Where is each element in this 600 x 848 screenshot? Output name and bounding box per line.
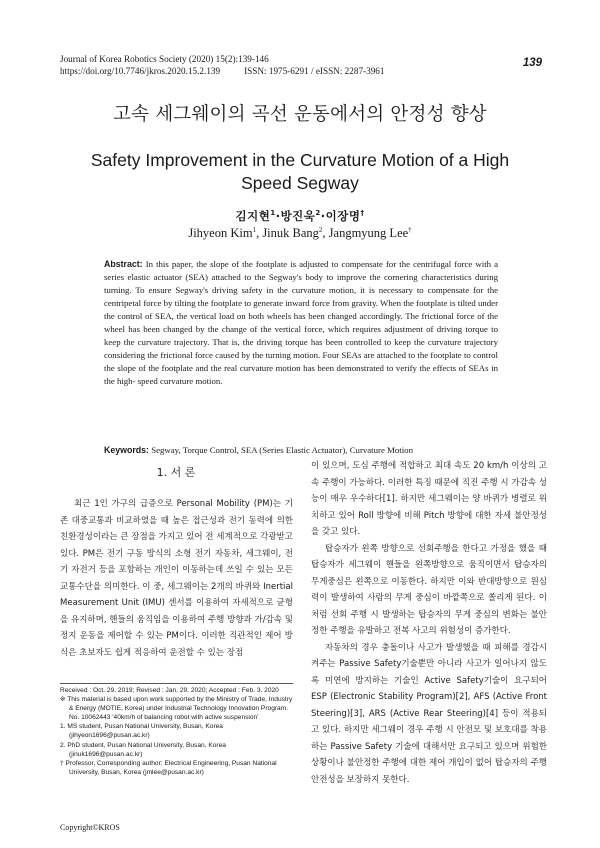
left-column	[60, 496, 293, 661]
author-separator: ·	[320, 209, 326, 223]
footnotes	[60, 686, 293, 777]
abstract-text: In this paper, the slope of the footplate is adjusted to compensate for the centrifugal force with a series elastic actuator (SEA) attached to the Segway's body to improve the cornering characteristics during turning. To ensure Segway's driving safety in the curvature motion, it is necessary to compensate for the centripetal force by tilting the footplate to generate inward force from gravity. When the footplate is tilted under the control of SEA, the vertical load on both wheels has been changed accordingly. The frictional force of the wheel has been changed by the change of the vertical force, which requires adjustment of driving torque to keep the curvature trajectory. That is, the driving torque has been controlled to keep the curvature trajectory considering the frictional force caused by the turning motion. Four SEAs are attached to the footplate to control the slope of the footplate and the real curvature motion has been demonstrated to verify the effects of SEAs in the high- speed curvature motion.	[104, 259, 499, 387]
abstract-label: Abstract:	[104, 259, 143, 269]
author-name: 김지현	[235, 209, 271, 223]
footnote-corresponding: † Professor, Corresponding author: Electrical Engineering, Pusan National University, Busan, Korea (jmlee@pusan.ac.kr)	[60, 759, 277, 776]
doi-line	[60, 65, 384, 77]
author-name: 이장명	[325, 209, 361, 223]
right-column	[311, 458, 547, 788]
funding-note: ※ This material is based upon work supported by the Ministry of Trade, Industry & Energy (MOTIE, Korea) under Industrial Technology Innovation Program. No. 10062443 '40km/h of balancing robot with active suspension'	[60, 696, 293, 722]
author-separator: ,	[256, 226, 263, 240]
received-dates: Received : Oct. 29. 2019; Revised : Jan. 29. 2020; Accepted : Feb. 3. 2020	[60, 687, 279, 694]
doi-link[interactable]: https://doi.org/10.7746/jkros.2020.15.2.139	[60, 66, 221, 76]
author-name: 방진욱	[280, 209, 316, 223]
affiliation-mark: 2	[315, 209, 321, 218]
abstract	[104, 258, 498, 388]
english-title: Safety Improvement in the Curvature Motion of a High Speed Segway	[90, 150, 510, 193]
journal-citation: Journal of Korea Robotics Society (2020) 15(2):139-146	[60, 54, 269, 64]
affiliation-mark: †	[408, 225, 412, 234]
author-separator: ·	[275, 209, 281, 223]
author-name: Jinuk Bang	[262, 226, 319, 240]
keywords-text: Segway, Torque Control, SEA (Series Elastic Actuator), Curvature Motion	[151, 445, 413, 455]
affiliation-mark: †	[360, 209, 365, 218]
korean-authors	[0, 208, 600, 224]
footnote-2: 2. PhD student, Pusan National University, Busan, Korea (jinuk1696@pusan.ac.kr)	[60, 741, 226, 758]
keywords	[104, 444, 504, 456]
section-heading: 1. 서 론	[156, 466, 196, 479]
english-authors	[0, 226, 600, 241]
body-paragraph: 탑승자가 왼쪽 방향으로 선회주행을 한다고 가정을 했을 때 탑승자가 세그웨이 핸들을 왼쪽방향으로 움직이면서 탑승자의 무게중심은 왼쪽으로 이동한다. 하지만 이와 반대방향으로 원심력이 발생하여 사람의 무게 중심이 바깥쪽으로 쏠리게 된다. 이처럼 선회 주행 시 발생하는 탑승자의 무게 중심의 변화는 불안정한 주행을 유발하고 전복 사고의 위험성이 증가한다.	[311, 543, 547, 636]
author-separator: ,	[322, 226, 329, 240]
affiliation-mark: 2	[318, 225, 323, 234]
affiliation-mark: 1	[270, 209, 276, 218]
keywords-label: Keywords:	[104, 445, 149, 455]
korean-title: 고속 세그웨이의 곡선 운동에서의 안정성 향상	[113, 104, 487, 125]
copyright-notice: Copyright©KROS	[60, 823, 120, 832]
body-paragraph: 자동차의 경우 충돌이나 사고가 발생했을 때 피해를 경감시켜주는 Passive Safety기술뿐만 아니라 사고가 일어나지 않도록 미연에 방지하는 기술인 Active Safety기술이 요구되어 ESP (Electronic Stability Program)[2], AFS (Active Front Steering)[3], ARS (Active Rear Steering)[4] 등이 적용되고 있다. 하지만 세그웨이 경우 주행 시 안전모 및 보호대를 착용하는 Passive Safety 기술에 대해서만 요구되고 있으며 위험한 상황이나 불안정한 주행에 대한 제어 개입이 없어 탑승자의 주행안전성을 보장하지 못한다.	[311, 642, 547, 785]
author-name: Jangmyung Lee	[328, 226, 409, 240]
page-number: 139	[522, 57, 542, 69]
footnote-divider	[60, 683, 293, 684]
footnote-1: 1. MS student, Pusan National University, Busan, Korea (jihyeon1696@pusan.ac.kr)	[60, 723, 223, 740]
affiliation-mark: 1	[252, 225, 257, 234]
body-paragraph: 이 있으며, 도심 주행에 적합하고 최대 속도 20 km/h 이상의 고속 주행이 가능하다. 이러한 특징 때문에 직진 주행 시 가감속 성능이 매우 우수하다[1]. 하지만 세그웨이는 양 바퀴가 병렬로 위치하고 있어 Roll 방향에 비해 Pitch 방향에 대한 자세 불안정성을 갖고 있다.	[311, 461, 547, 537]
body-paragraph: 최근 1인 가구의 급증으로 Personal Mobility (PM)는 기존 대중교통과 비교하였을 때 높은 접근성과 전기 동력에 의한 친환경성이라는 큰 장점을 가지고 있어 전 세계적으로 각광받고 있다. PM은 전기 구동 방식의 소형 전기 자동차, 세그웨이, 전기 자전거 등을 포함하는 개인이 이동하는데 쓰일 수 있는 모든 교통수단을 의미한다. 이 중, 세그웨이는 2개의 바퀴와 Inertial Measurement Unit (IMU) 센서를 이용하여 자세적으로 균형을 유지하며, 핸들의 움직임을 이용하여 주행 방향과 가/감속 및 정지 운동을 제어할 수 있는 PM이다. 이러한 직관적인 제어 방식은 초보자도 쉽게 적응하여 운전할 수 있는 장점	[60, 499, 293, 658]
author-name: Jihyeon Kim	[188, 226, 253, 240]
issn-info: ISSN: 1975-6291 / eISSN: 2287-3961	[244, 66, 385, 76]
